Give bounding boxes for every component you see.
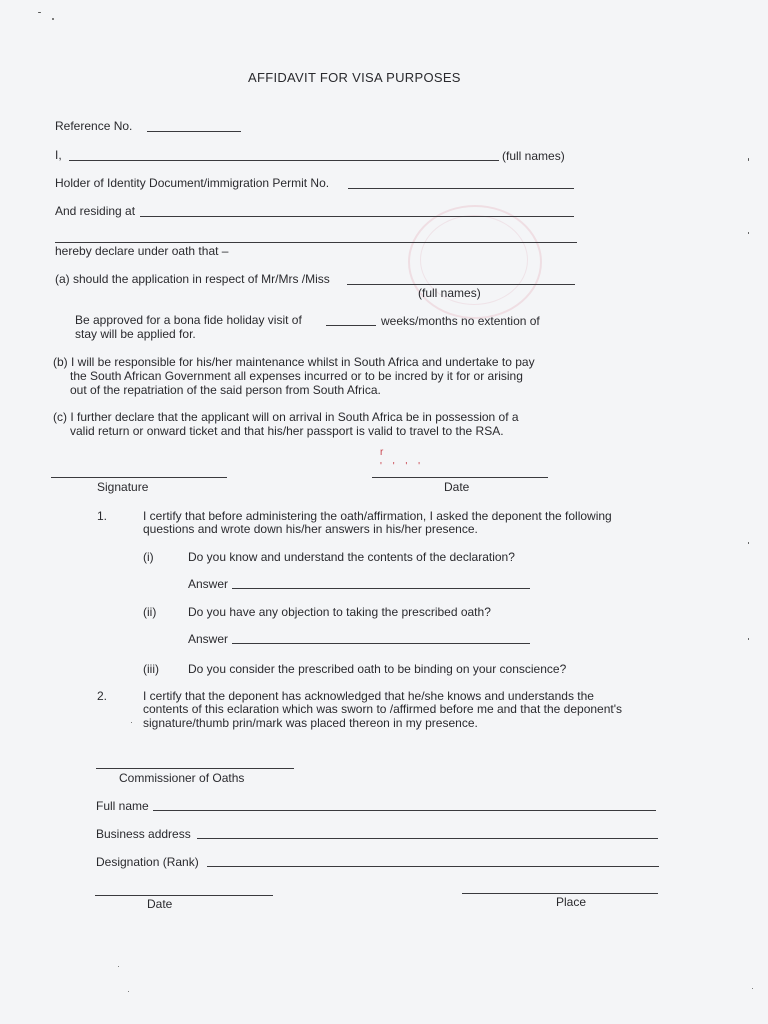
commissioner-signature-field[interactable] [96, 768, 294, 769]
scan-speck [752, 988, 753, 989]
reference-field[interactable] [147, 131, 241, 132]
clause-b-line-1: (b) I will be responsible for his/her maintenance whilst in South Africa and undertake to pay [53, 355, 535, 369]
declare-text: hereby declare under oath that – [55, 244, 229, 258]
scan-speck [128, 991, 129, 992]
clause-c-line-1: (c) I further declare that the applicant will on arrival in South Africa be in possession of a [53, 410, 519, 424]
certify-1-line-1: I certify that before administering the oath/affirmation, I asked the deponent the following [143, 509, 612, 523]
answer-1-label: Answer [188, 577, 229, 591]
stamp-mark-row: ' ' ' ' [380, 461, 424, 472]
certify-number-2: 2. [97, 689, 108, 703]
visit-duration-field[interactable] [326, 325, 376, 326]
signature-date-label: Date [444, 480, 470, 494]
question-2: Do you have any objection to taking the prescribed oath? [188, 605, 491, 619]
commissioner-date-label: Date [147, 897, 173, 911]
certify-1-line-2: questions and wrote down his/her answers in his/her presence. [143, 522, 478, 536]
commissioner-date-field[interactable] [95, 895, 273, 896]
full-names-hint: (full names) [502, 149, 565, 163]
designation-field[interactable] [207, 866, 659, 867]
scan-speck [748, 232, 749, 234]
answer-1-field[interactable] [232, 588, 530, 589]
residing-label: And residing at [55, 204, 136, 218]
scan-speck [131, 722, 132, 723]
scan-speck [748, 158, 749, 161]
question-3: Do you consider the prescribed oath to be binding on your conscience? [188, 662, 567, 676]
question-1: Do you know and understand the contents of the declaration? [188, 550, 515, 564]
business-address-field[interactable] [197, 838, 658, 839]
scan-speck [748, 638, 749, 640]
applicant-name-field[interactable] [347, 284, 575, 285]
scan-speck [748, 542, 749, 544]
commissioner-place-label: Place [556, 895, 587, 909]
document-title: AFFIDAVIT FOR VISA PURPOSES [248, 70, 461, 85]
designation-label: Designation (Rank) [96, 855, 199, 869]
approved-text-1: Be approved for a bona fide holiday visit of [75, 313, 302, 327]
scan-speck [52, 18, 54, 20]
question-3-number: (iii) [143, 662, 159, 676]
answer-2-label: Answer [188, 632, 229, 646]
clause-a-text: (a) should the application in respect of Mr/Mrs /Miss [55, 272, 330, 286]
full-name-label: Full name [96, 799, 149, 813]
answer-2-field[interactable] [232, 643, 530, 644]
stamp-mark: r [380, 447, 384, 458]
holder-label: Holder of Identity Document/immigration Permit No. [55, 176, 330, 190]
address-field-1[interactable] [140, 216, 574, 217]
full-names-below: (full names) [418, 286, 481, 300]
question-1-number: (i) [143, 550, 154, 564]
commissioner-place-field[interactable] [462, 893, 658, 894]
certify-2-line-3: signature/thumb prin/mark was placed thereon in my presence. [143, 716, 478, 730]
approved-text-2: weeks/months no extention of [381, 314, 540, 328]
approved-text-3: stay will be applied for. [75, 327, 196, 341]
commissioner-title: Commissioner of Oaths [119, 771, 245, 785]
i-label: I, [55, 148, 62, 162]
business-address-label: Business address [96, 827, 191, 841]
scan-speck [38, 12, 41, 13]
clause-b-line-3: out of the repatriation of the said person from South Africa. [70, 383, 381, 397]
permit-number-field[interactable] [348, 188, 574, 189]
scan-speck [118, 966, 119, 967]
clause-b-line-2: the South African Government all expenses incurred or to be incred by it for or arising [70, 369, 523, 383]
reference-label: Reference No. [55, 119, 133, 133]
full-names-field[interactable] [69, 160, 499, 161]
signature-label: Signature [97, 480, 149, 494]
clause-c-line-2: valid return or onward ticket and that his/her passport is valid to travel to the RSA. [70, 424, 504, 438]
question-2-number: (ii) [143, 605, 157, 619]
certify-2-line-1: I certify that the deponent has acknowledged that he/she knows and understands the [143, 689, 594, 703]
signature-date-field[interactable] [372, 477, 548, 478]
signature-field[interactable] [51, 477, 227, 478]
certify-2-line-2: contents of this eclaration which was sworn to /affirmed before me and that the deponent's [143, 702, 623, 716]
address-field-2[interactable] [55, 242, 577, 243]
commissioner-full-name-field[interactable] [153, 810, 656, 811]
certify-number-1: 1. [97, 509, 108, 523]
